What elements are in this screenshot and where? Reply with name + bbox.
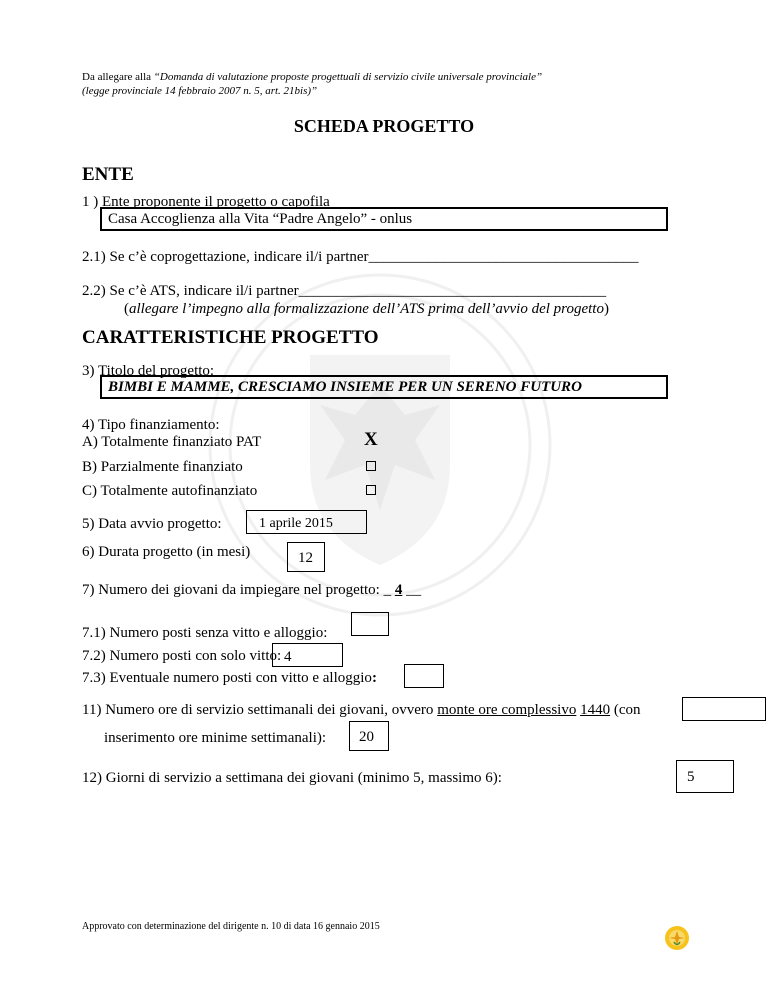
q4-option-a-mark[interactable]: X [364, 429, 378, 450]
q5-label: 5) Data avvio progetto: [82, 516, 222, 532]
q5-field[interactable] [246, 510, 367, 534]
q4-option-b: B) Parzialmente finanziato [82, 459, 243, 475]
page-title: SCHEDA PROGETTO [293, 116, 475, 136]
q2-1-label: 2.1) Se c’è coprogettazione, indicare il/i partner____________________________________ [82, 249, 639, 265]
header-line-1: Da allegare alla “Domanda di valutazione proposte progettuali di servizio civile universale provinciale” [82, 71, 543, 83]
q7-value: 4 [394, 582, 403, 598]
q7-1-field[interactable] [351, 612, 389, 636]
q7-label: 7) Numero dei giovani da impiegare nel progetto: _ 4 __ [82, 582, 422, 598]
q6-value: 12 [298, 550, 313, 566]
q3-value: BIMBI E MAMME, CRESCIAMO INSIEME PER UN SERENO FUTURO [108, 379, 582, 395]
q11-field[interactable] [349, 721, 389, 751]
q4-option-a: A) Totalmente finanziato PAT [82, 434, 262, 450]
q4-option-c-checkbox[interactable] [366, 485, 376, 495]
q6-label: 6) Durata progetto (in mesi) [82, 544, 251, 560]
flower-logo-icon [664, 925, 690, 951]
section-heading-ente: ENTE [82, 164, 134, 185]
q12-field[interactable] [676, 760, 734, 793]
header-line-2: (legge provinciale 14 febbraio 2007 n. 5, art. 21bis)” [82, 85, 318, 97]
q7-2-label: 7.2) Numero posti con solo vitto: [82, 648, 282, 664]
q1-value: Casa Accoglienza alla Vita “Padre Angelo” - onlus [108, 211, 413, 227]
q11-value: 20 [359, 729, 374, 745]
q7-2-field[interactable] [272, 643, 343, 667]
footer-text: Approvato con determinazione del dirigente n. 10 di data 16 gennaio 2015 [82, 921, 380, 932]
q12-label: 12) Giorni di servizio a settimana dei giovani (minimo 5, massimo 6): [82, 770, 502, 786]
q4-option-b-checkbox[interactable] [366, 461, 376, 471]
q2-2-label: 2.2) Se c’è ATS, indicare il/i partner_________________________________________ [82, 283, 607, 299]
q7-1-label: 7.1) Numero posti senza vitto e alloggio: [82, 625, 328, 641]
section-heading-caratteristiche: CARATTERISTICHE PROGETTO [82, 327, 379, 348]
q3-label: 3) Titolo del progetto: [82, 363, 215, 379]
q5-value: 1 aprile 2015 [259, 516, 333, 531]
q2-2-note: (allegare l’impegno alla formalizzazione dell’ATS prima dell’avvio del progetto) [124, 301, 609, 317]
q11-total-field[interactable] [682, 697, 766, 721]
q3-field[interactable] [100, 375, 668, 399]
q1-label: 1 ) Ente proponente il progetto o capofila [82, 194, 330, 210]
q11-label: 11) Numero ore di servizio settimanali dei giovani, ovvero monte ore complessivo 1440 (con [82, 702, 641, 718]
q4-label: 4) Tipo finanziamento: [82, 417, 220, 433]
q7-3-field[interactable] [404, 664, 444, 688]
q12-value: 5 [687, 769, 695, 785]
q7-3-label: 7.3) Eventuale numero posti con vitto e alloggio: [82, 670, 377, 686]
q4-option-c: C) Totalmente autofinanziato [82, 483, 258, 499]
q1-field[interactable] [100, 207, 668, 231]
q11-label-cont: inserimento ore minime settimanali): [104, 730, 327, 746]
q7-2-value: 4 [284, 649, 292, 665]
q6-field[interactable] [287, 542, 325, 572]
